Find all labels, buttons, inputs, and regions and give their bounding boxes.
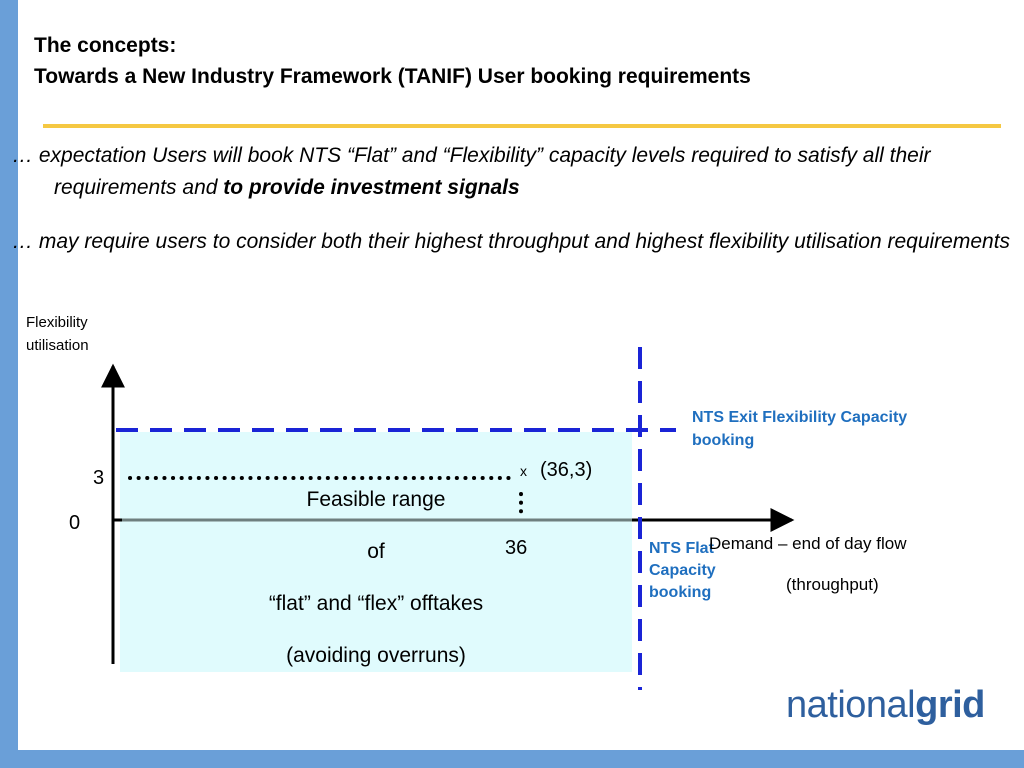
logo-part-national: national (786, 684, 916, 726)
flat-capacity-label: NTS Flat Capacity booking (649, 540, 716, 601)
slide-title-line1: The concepts: (34, 34, 177, 57)
bullet-1-text: … expectation Users will book NTS “Flat” and “Flexibility” capacity levels required to satisfy all their requirements and (12, 144, 931, 199)
y-tick-3: 3 (93, 467, 105, 489)
feasible-range-line-1: Feasible range (306, 488, 446, 511)
logo-part-grid: grid (915, 684, 985, 726)
point-label: (36,3) (540, 459, 593, 481)
bullet-1-emphasis: to provide investment signals (223, 176, 520, 199)
feasible-range-line-4: (avoiding overruns) (286, 644, 466, 667)
flex-capacity-label: NTS Exit Flexibility Capacity booking (692, 409, 908, 449)
national-grid-logo (786, 684, 985, 727)
y-axis-label: Flexibility utilisation (26, 314, 89, 354)
feasible-range-line-2: of (367, 540, 385, 563)
x-tick-36: 36 (505, 537, 528, 559)
slide-title-line2: Towards a New Industry Framework (TANIF) User booking requirements (34, 65, 751, 88)
y-tick-0: 0 (69, 512, 81, 534)
point-marker: x (520, 463, 527, 479)
x-axis-sublabel: (throughput) (786, 575, 879, 594)
x-axis-label: Demand – end of day flow (709, 534, 907, 553)
bullet-2-text: … may require users to consider both their highest throughput and highest flexibility utilisation requirements (12, 230, 1011, 253)
feasible-range-label (130, 487, 622, 695)
feasible-range-line-3: “flat” and “flex” offtakes (268, 592, 484, 615)
